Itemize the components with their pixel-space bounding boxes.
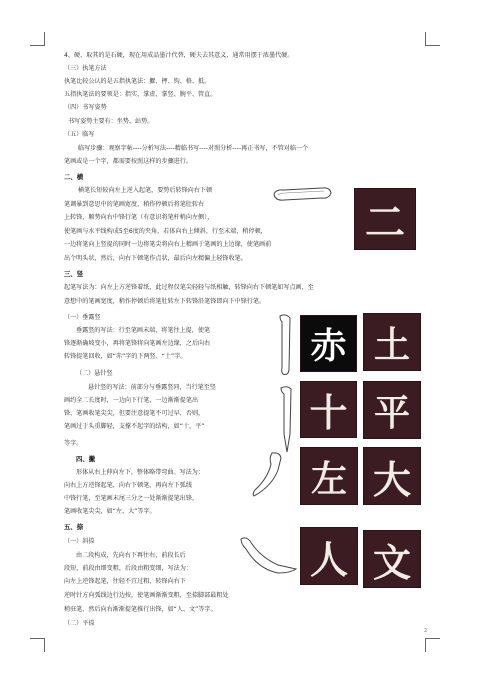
- section-heading-shu: 三、竖: [64, 270, 84, 278]
- text-line: 笔画收笔尖尖，如“左、大”等字。: [64, 508, 156, 515]
- text-line: 起笔写法为：向左上方逆锋着纸，此过程仅笔尖轻轻与纸相触，转锋向右下顿笔如写点画，至: [64, 284, 314, 291]
- text-line: 垂露竖的写法：行至笔画末端，将笔往上提，使笔: [76, 327, 211, 334]
- text-line: 笔画过于头重脚轻，支撑不起字的结构，如“十、平”: [64, 423, 205, 430]
- subheading: （五）临写: [64, 131, 95, 138]
- page-number: 2: [424, 628, 428, 634]
- text-line: 书写姿势主要有：坐势、站势。: [68, 118, 154, 125]
- subheading: （四）书写姿势: [64, 104, 107, 111]
- calligraphy-tile-tu: 土: [363, 313, 421, 371]
- pie-stroke-diagram: [250, 450, 284, 500]
- text-line: 转锋提笔回收，如“赤”字的下两竖、“土”字。: [64, 353, 187, 360]
- calligraphy-tile-er: 二: [354, 188, 416, 250]
- subheading: （一）斜捺: [64, 538, 95, 545]
- text-line: 向右上方逆锋起笔，向右下顿笔，再向左下弧线: [64, 482, 192, 489]
- text-line: 临写步骤：观察字帖----分析写法----精临书写----对照分析----再正书写，不管对临一个: [78, 145, 309, 152]
- crop-mark-br-v: [425, 638, 426, 652]
- text-line: 上转锋，顺势向右中锋行笔（有意识将笔杆稍向左侧），: [64, 214, 214, 221]
- text-line: 段短，前段由细变粗，后段由粗变细，写法为：: [64, 565, 192, 572]
- calligraphy-tile-chi: 赤: [300, 315, 357, 372]
- text-line: 等字。: [64, 440, 83, 447]
- text-line: 稍驻笔，然后向右渐渐提笔推行出锋，如“人、文”等字。: [64, 606, 217, 613]
- text-line: 执笔比较公认的是五指执笔法：擫、押、钩、格、抵。: [64, 78, 211, 85]
- text-line: 由二段构成，先向右下再往右，前段长后: [76, 552, 186, 559]
- calligraphy-tile-shi: 十: [300, 381, 357, 438]
- text-line: 意想中的笔画宽度，稍作停顿后将笔肚转左下转锋沿笔锋即向下中锋行笔。: [64, 298, 266, 305]
- text-line: 悬针竖的写法：前部分与垂露竖同，当行笔至竖: [88, 384, 216, 391]
- crop-mark-tl-h: [30, 45, 44, 46]
- section-heading-heng: 二、横: [64, 173, 84, 181]
- subheading: （二）平捺: [64, 620, 95, 627]
- text-line: 一边将笔向上竖提的同时一边将笔尖将向右上精画于笔画的上边缘，使笔画前: [64, 241, 272, 248]
- calligraphy-tile-zuo: 左: [300, 447, 358, 505]
- calligraphy-tile-ping: 平: [363, 381, 421, 439]
- crop-mark-tr-v: [425, 32, 426, 46]
- text-line: 五指执笔法的要领是：指实、掌虚、掌竖、腕平、管直。: [64, 91, 217, 98]
- heng-stroke-diagram: [272, 184, 334, 210]
- chuilu-shu-stroke-diagram: [276, 312, 296, 378]
- text-line: 向左上逆锋起笔，往轻不宜过粗，转锋向右下: [64, 578, 186, 585]
- text-line: 画约全二长度时，一边向下行笔，一边渐渐提笔出: [64, 397, 199, 404]
- text-line: 锋逐渐确坡变小，再将笔锋将向笔画左边缘，之后向右: [64, 340, 211, 347]
- text-line: 横笔长短较向左上逆入起笔，要势后转锋向右下顿: [78, 187, 213, 194]
- subheading: （二）悬针竖: [76, 370, 113, 377]
- crop-mark-br-h: [426, 638, 440, 639]
- crop-mark-tr-h: [426, 45, 440, 46]
- text-line: 逆时针方向弧线边行边按，使笔画渐渐变粗，至捺脚部最粗处: [64, 592, 229, 599]
- section-heading-pie: 四、撇: [76, 455, 96, 463]
- text-line: 4、硬、取其的是石硬，现在用成品墨汁代替，硬夫去其意义，通常用摆于浓墨代硬。: [64, 52, 294, 59]
- subheading: （一）垂露竖: [64, 314, 101, 321]
- text-line: 中锋行笔，至笔画末尾三分之一处渐渐提笔出锋，: [64, 495, 199, 502]
- text-line: 使笔画与水平线构成5至6度的夹角，若体向右上倾斜，行至末端，稍停顿，: [64, 228, 267, 235]
- text-line: 锋，笔画收笔尖尖，但要注意提笔不可过早，否则，: [64, 410, 205, 417]
- text-line: 笔画或是一个字，都需要按照这样的步骤进行。: [64, 158, 192, 165]
- crop-mark-bl-h: [30, 638, 44, 639]
- xuanzhen-shu-stroke-diagram: [278, 384, 296, 454]
- calligraphy-tile-wen: 文: [363, 530, 421, 588]
- calligraphy-tile-ren: 人: [300, 527, 358, 585]
- subheading: （三）执笔方法: [64, 65, 107, 72]
- section-heading-na: 五、捺: [64, 523, 84, 531]
- text-line: 形体从右上伸向左下，整体略带弯曲。写法为：: [76, 469, 204, 476]
- text-line: 出个明头状，然后，向右下顿笔作点状，最后向左精偏上轻锋收笔。: [64, 255, 247, 262]
- na-stroke-diagram: [238, 535, 298, 577]
- text-line: 笔调暴到意思中的笔画宽度，稍作停顿后将笔肚转右: [64, 201, 205, 208]
- crop-mark-tl-v: [44, 32, 45, 46]
- calligraphy-tile-da: 大: [363, 447, 421, 505]
- crop-mark-bl-v: [44, 638, 45, 652]
